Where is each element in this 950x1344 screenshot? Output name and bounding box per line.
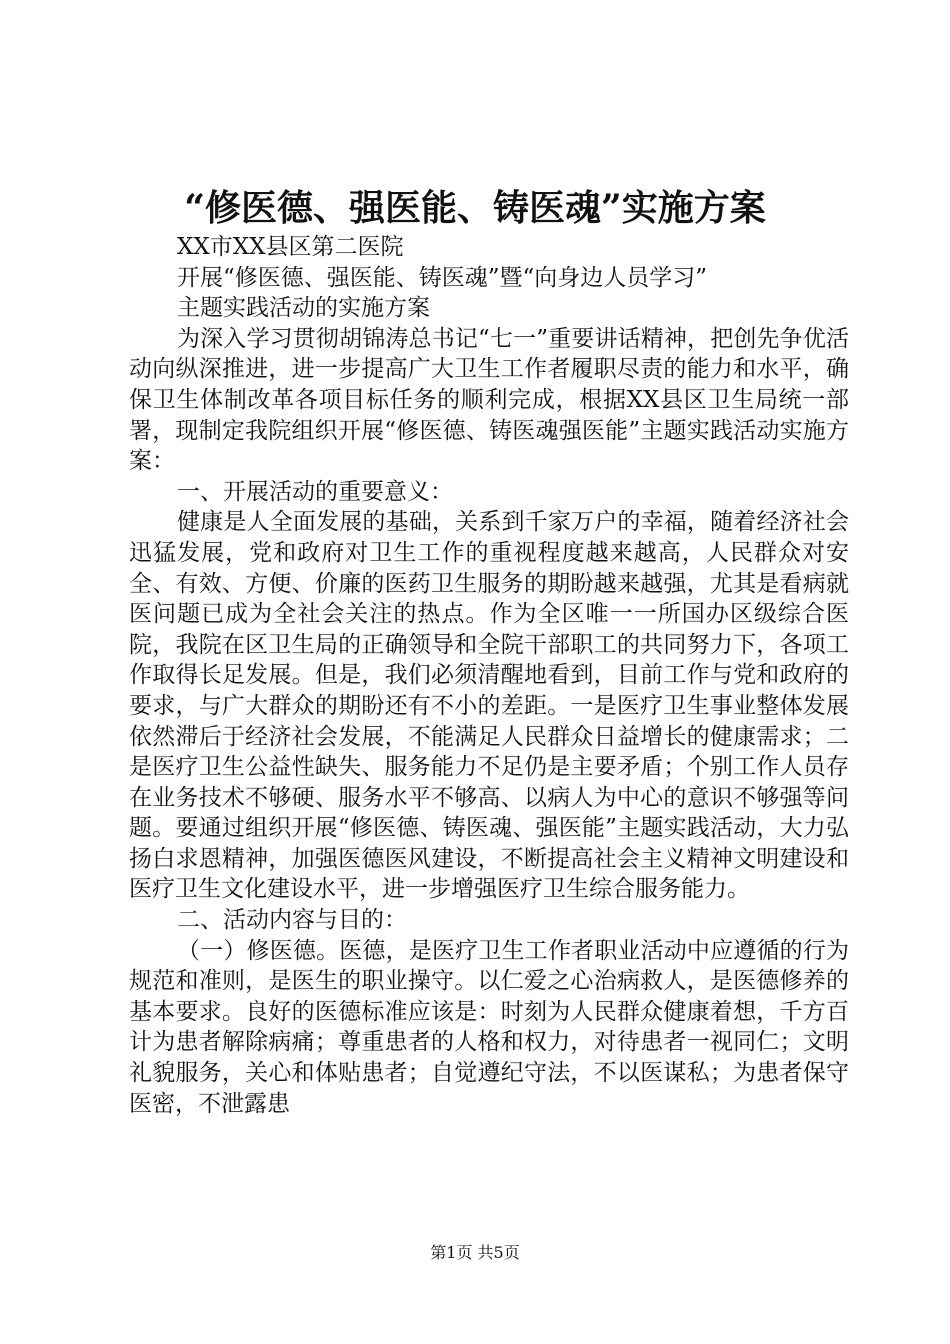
significance-paragraph: 健康是人全面发展的基础，关系到千家万户的幸福，随着经济社会迅猛发展，党和政府对卫生工作的重视程度越来越高，人民群众对安全、有效、方便、价廉的医药卫生服务的期盼越来越强，尤其是看病就医问题已成为全社会关注的热点。作为全区唯一一所国办区级综合医院，我院在区卫生局的正确领导和全院干部职工的共同努力下，各项工作取得长足发展。但是，我们必须清醒地看到，目前工作与党和政府的要求，与广大群众的期盼还有不小的差距。一是医疗卫生事业整体发展依然滞后于经济社会发展，不能满足人民群众日益增长的健康需求；二是医疗卫生公益性缺失、服务能力不足仍是主要矛盾；个别工作人员存在业务技术不够硬、服务水平不够高、以病人为中心的意识不够强等问题。要通过组织开展“修医德、铸医魂、强医能”主题实践活动，大力弘扬白求恩精神，加强医德医风建设，不断提高社会主义精神文明建设和医疗卫生文化建设水平，进一步增强医疗卫生综合服务能力。 — [129, 509, 849, 903]
section-heading-2: 二、活动内容与目的： — [177, 907, 407, 934]
subtitle-line-2: 主题实践活动的实施方案 — [177, 295, 430, 322]
intro-paragraph: 为深入学习贯彻胡锦涛总书记“七一”重要讲话精神，把创先争优活动向纵深推进，进一步提高广大卫生工作者履职尽责的能力和水平，确保卫生体制改革各项目标任务的顺利完成，根据XX县区卫生局统一部署，现制定我院组织开展“修医德、铸医魂强医能”主题实践活动实施方案： — [129, 325, 849, 475]
medical-ethics-paragraph: （一）修医德。医德，是医疗卫生工作者职业活动中应遵循的行为规范和准则，是医生的职业操守。以仁爱之心治病救人，是医德修养的基本要求。良好的医德标准应该是：时刻为人民群众健康着想，千方百计为患者解除病痛；尊重患者的人格和权力，对待患者一视同仁；文明礼貌服务，关心和体贴患者；自觉遵纪守法，不以医谋私；为患者保守医密，不泄露患 — [129, 937, 849, 1117]
subtitle-line-1: 开展“修医德、强医能、铸医魂”暨“向身边人员学习” — [177, 264, 708, 291]
page-number-footer: 第1页 共5页 — [430, 1243, 520, 1262]
document-body — [129, 232, 849, 1119]
hospital-name-line: XX市XX县区第二医院 — [177, 234, 404, 260]
section-heading-1: 一、开展活动的重要意义： — [177, 478, 453, 505]
document-title: “修医德、强医能、铸医魂”实施方案 — [184, 187, 766, 229]
